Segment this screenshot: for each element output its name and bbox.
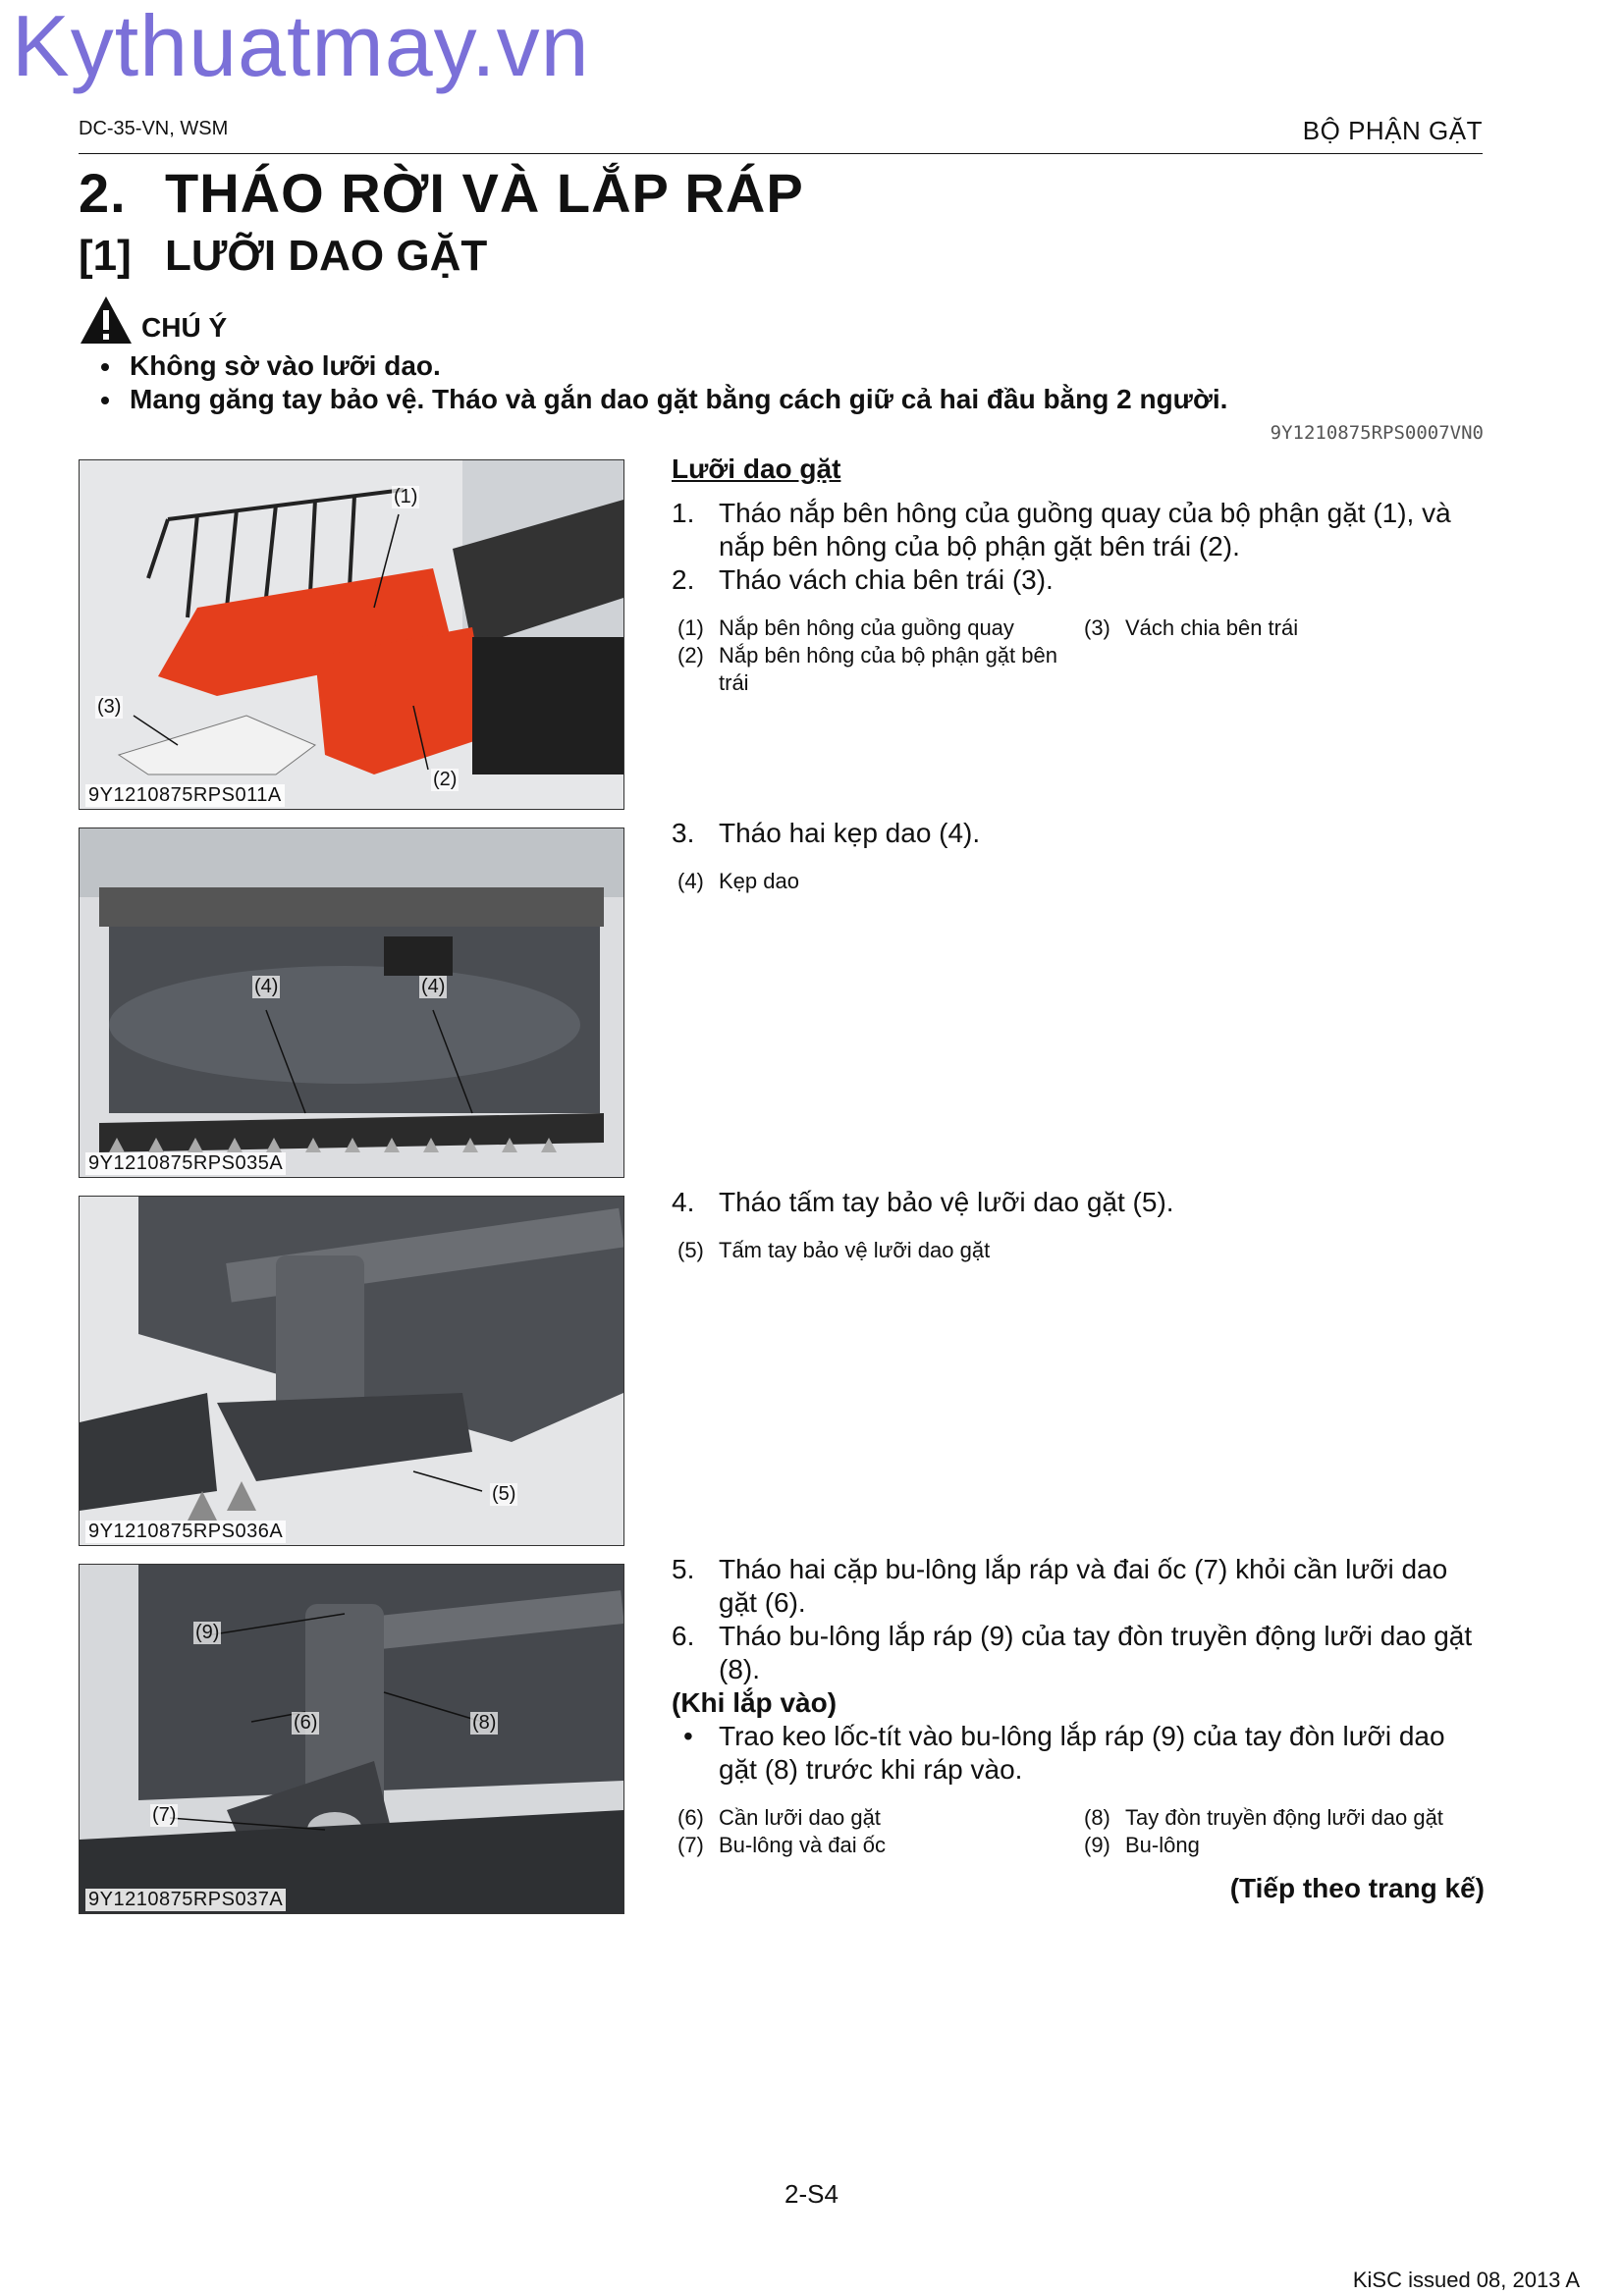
legend-number: (4) xyxy=(677,869,704,893)
step-list xyxy=(672,1186,1485,1219)
legend-number: (6) xyxy=(677,1805,704,1830)
callout-2: (2) xyxy=(433,769,458,790)
section-block-3 xyxy=(672,1186,1485,1264)
warning-triangle-icon xyxy=(79,294,134,346)
legend-item xyxy=(672,868,1078,895)
legend-item xyxy=(672,642,1078,697)
photo-id: 9Y1210875RPS035A xyxy=(85,1152,286,1175)
step-item xyxy=(672,1620,1485,1686)
legend-text: Bu-lông và đai ốc xyxy=(719,1833,886,1857)
heading-1-number: 2. xyxy=(79,162,127,224)
photo-reel-side-covers xyxy=(79,459,624,810)
heading-1 xyxy=(79,161,804,225)
legend-item xyxy=(1078,1832,1485,1859)
section-block-2 xyxy=(672,817,1485,895)
legend-text: Vách chia bên trái xyxy=(1125,615,1299,640)
legend xyxy=(672,1237,1485,1264)
step-item xyxy=(672,817,1485,850)
heading-2 xyxy=(79,232,487,281)
install-note: • Trao keo lốc-tít vào bu-lông lắp ráp (9) của tay đòn lưỡi dao gặt (8) trước khi ráp vào. xyxy=(672,1720,1485,1787)
caution-title: CHÚ Ý xyxy=(141,312,228,343)
document-id: 9Y1210875RPS0007VN0 xyxy=(1270,422,1484,444)
step-number: 5. xyxy=(672,1554,695,1584)
install-notes xyxy=(672,1720,1485,1787)
callout-3: (3) xyxy=(97,696,122,718)
legend-text: Bu-lông xyxy=(1125,1833,1200,1857)
continued-note: (Tiếp theo trang kế) xyxy=(1229,1873,1485,1903)
header-section-title: BỘ PHẬN GẶT xyxy=(1302,116,1483,145)
heading-2-text: LƯỠI DAO GẶT xyxy=(165,232,488,280)
heading-2-number: [1] xyxy=(79,232,132,280)
legend-item xyxy=(672,614,1078,642)
step-number: 1. xyxy=(672,498,695,528)
legend xyxy=(672,868,1485,895)
step-number: 6. xyxy=(672,1621,695,1651)
section-block-1 xyxy=(672,454,1485,697)
step-item xyxy=(672,563,1485,597)
step-text: Tháo hai kẹp dao (4). xyxy=(719,818,981,848)
step-text: Tháo tấm tay bảo vệ lưỡi dao gặt (5). xyxy=(719,1187,1174,1217)
photo-knife-guard-plate xyxy=(79,1196,624,1546)
legend xyxy=(672,614,1485,697)
callout-4: (4) xyxy=(421,976,446,997)
issued-note: KiSC issued 08, 2013 A xyxy=(1352,2268,1580,2292)
install-heading: (Khi lắp vào) xyxy=(672,1687,838,1718)
step-number: 4. xyxy=(672,1187,695,1217)
legend-text: Tay đòn truyền động lưỡi dao gặt xyxy=(1125,1805,1443,1830)
callout-4: (4) xyxy=(254,976,279,997)
callout-8: (8) xyxy=(472,1712,497,1734)
legend-text: Nắp bên hông của bộ phận gặt bên trái xyxy=(719,643,1057,695)
legend-item xyxy=(672,1237,1078,1264)
step-text: Tháo vách chia bên trái (3). xyxy=(719,564,1054,595)
caution-list xyxy=(79,349,1483,416)
legend-item xyxy=(672,1804,1078,1832)
section-title: Lưỡi dao gặt xyxy=(672,454,841,484)
header-doc-code: DC-35-VN, WSM xyxy=(79,118,229,139)
caution-item: • Không sờ vào lưỡi dao. xyxy=(124,349,1483,383)
legend-item xyxy=(1078,614,1485,642)
legend-number: (3) xyxy=(1084,615,1110,640)
photo-id: 9Y1210875RPS011A xyxy=(85,784,285,807)
legend-text: Nắp bên hông của guồng quay xyxy=(719,615,1014,640)
caution-item: • Mang găng tay bảo vệ. Tháo và gắn dao gặt bằng cách giữ cả hai đầu bằng 2 người. xyxy=(124,383,1483,416)
legend-number: (7) xyxy=(677,1833,704,1857)
callout-7: (7) xyxy=(152,1804,177,1826)
legend-number: (8) xyxy=(1084,1805,1110,1830)
callout-5: (5) xyxy=(492,1483,516,1505)
section-block-4 xyxy=(672,1553,1485,1904)
legend-item xyxy=(672,1832,1078,1859)
callout-1: (1) xyxy=(394,486,418,507)
callout-6: (6) xyxy=(294,1712,318,1734)
photo-knife-clamps xyxy=(79,828,624,1178)
heading-1-text: THÁO RỜI VÀ LẮP RÁP xyxy=(165,162,804,224)
step-item xyxy=(672,497,1485,563)
photo-knife-drive-arm xyxy=(79,1564,624,1914)
step-list xyxy=(672,1553,1485,1686)
step-list xyxy=(672,817,1485,850)
step-text: Tháo bu-lông lắp ráp (9) của tay đòn truyền động lưỡi dao gặt (8). xyxy=(719,1621,1473,1684)
watermark: Kythuatmay.vn xyxy=(12,0,590,94)
legend-number: (1) xyxy=(677,615,704,640)
step-number: 3. xyxy=(672,818,695,848)
legend-text: Kẹp dao xyxy=(719,869,799,893)
step-text: Tháo nắp bên hông của guồng quay của bộ phận gặt (1), và nắp bên hông của bộ phận gặt bên trái (2). xyxy=(719,498,1451,561)
photo-id: 9Y1210875RPS037A xyxy=(85,1889,286,1911)
legend-item xyxy=(1078,1804,1485,1832)
legend-number: (9) xyxy=(1084,1833,1110,1857)
legend xyxy=(672,1804,1485,1859)
legend-text: Tấm tay bảo vệ lưỡi dao gặt xyxy=(719,1238,991,1262)
page-number: 2-S4 xyxy=(784,2179,839,2209)
step-list xyxy=(672,497,1485,597)
step-item xyxy=(672,1553,1485,1620)
callout-9: (9) xyxy=(195,1622,220,1643)
step-number: 2. xyxy=(672,564,695,595)
header-rule xyxy=(79,153,1483,154)
legend-number: (2) xyxy=(677,643,704,667)
caution-box xyxy=(79,294,1483,416)
step-text: Tháo hai cặp bu-lông lắp ráp và đai ốc (7) khỏi cần lưỡi dao gặt (6). xyxy=(719,1554,1448,1618)
photo-id: 9Y1210875RPS036A xyxy=(85,1521,286,1543)
step-item xyxy=(672,1186,1485,1219)
legend-number: (5) xyxy=(677,1238,704,1262)
legend-text: Cần lưỡi dao gặt xyxy=(719,1805,881,1830)
